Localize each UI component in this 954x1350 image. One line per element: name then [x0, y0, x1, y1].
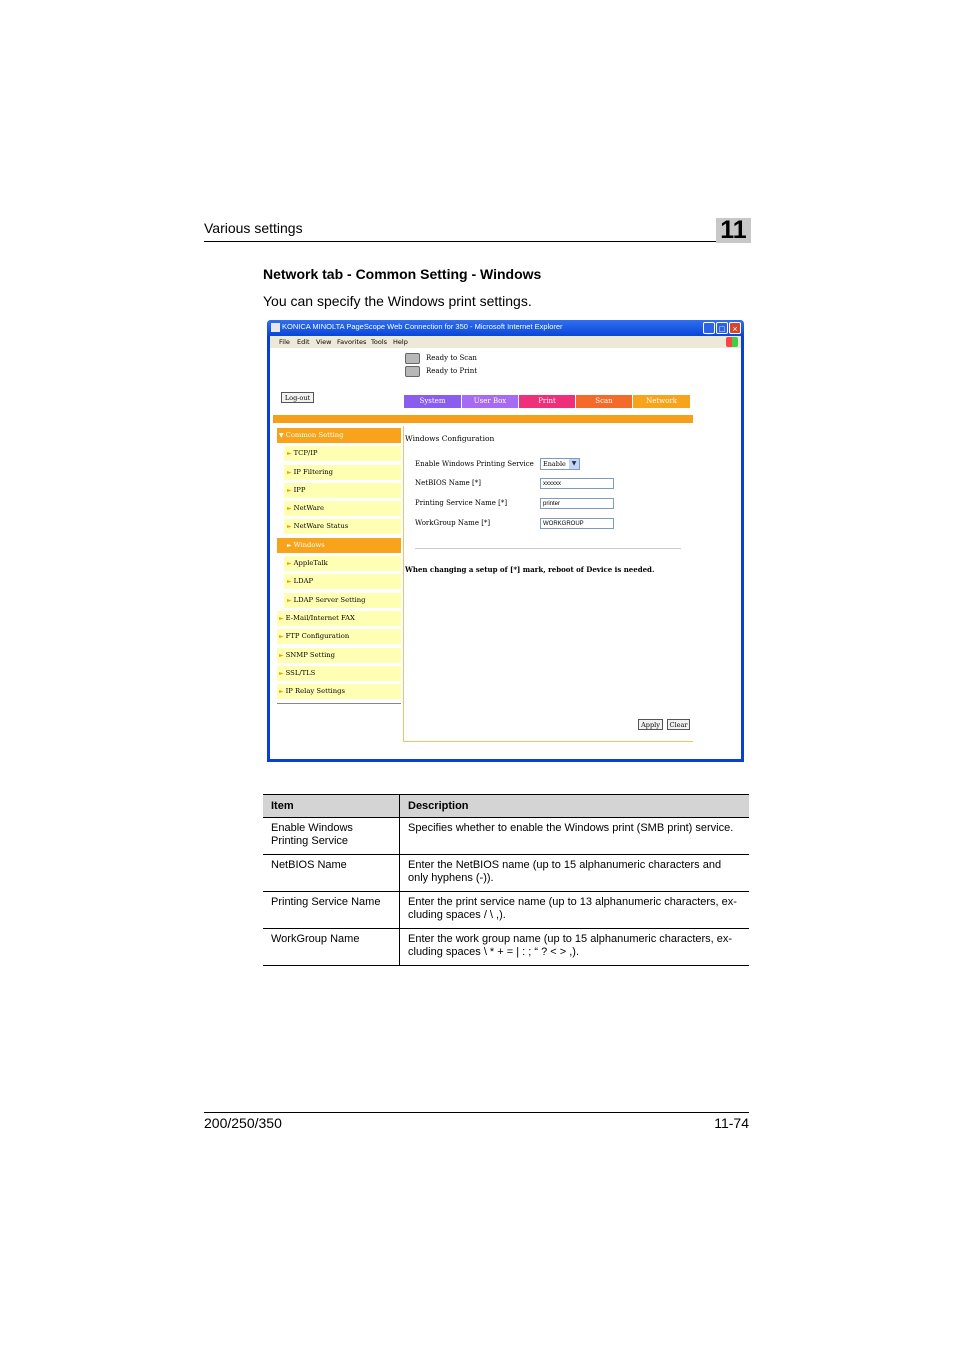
arrow-right-icon: ► [287, 450, 292, 457]
table-header-row [263, 795, 749, 818]
arrow-right-icon: ► [279, 652, 284, 659]
settings-table [263, 794, 749, 966]
arrow-right-icon: ► [279, 670, 284, 677]
field-label: Enable Windows Printing Service [415, 460, 534, 468]
column-header-item: Item [263, 795, 400, 818]
nav-label: NetWare [293, 504, 325, 512]
content-bottom-rule [403, 741, 693, 742]
nav-label: E-Mail/Internet FAX [285, 614, 355, 622]
nav-label: Windows [293, 541, 325, 549]
tab-network[interactable]: Network [633, 395, 690, 408]
table-row [263, 818, 749, 855]
footer-page-number: 11-74 [714, 1115, 749, 1131]
printer-icon [405, 366, 420, 377]
table-row [263, 892, 749, 929]
arrow-right-icon: ► [287, 578, 292, 585]
arrow-right-icon: ► [287, 505, 292, 512]
arrow-right-icon: ► [287, 597, 292, 604]
nav-ldap-server-setting[interactable] [284, 593, 401, 608]
field-label: WorkGroup Name [*] [415, 519, 491, 527]
page-content [270, 348, 741, 759]
arrow-right-icon: ► [287, 523, 292, 530]
field-label: Printing Service Name [*] [415, 499, 508, 507]
section-title: Network tab - Common Setting - Windows [263, 266, 542, 282]
menu-help[interactable]: Help [393, 338, 408, 346]
nav-tcpip[interactable] [284, 446, 401, 461]
nav-bottom-rule [277, 703, 401, 704]
printing-service-name-input[interactable]: printer [540, 498, 614, 509]
nav-netware[interactable] [284, 501, 401, 516]
nav-snmp-setting[interactable] [277, 648, 401, 663]
item-cell: NetBIOS Name [263, 855, 400, 892]
nav-windows[interactable] [277, 538, 401, 553]
select-value: Enable [543, 460, 566, 468]
column-header-description: Description [400, 795, 750, 818]
field-label: NetBIOS Name [*] [415, 479, 482, 487]
tab-user-box[interactable]: User Box [462, 395, 518, 408]
arrow-right-icon: ► [287, 487, 292, 494]
description-cell: Enter the print service name (up to 13 alphanumeric characters, ex-cluding spaces / \ ,). [400, 892, 750, 929]
nav-ip-filtering[interactable] [284, 465, 401, 480]
scanner-icon [405, 353, 420, 364]
nav-label: SSL/TLS [285, 669, 316, 677]
menu-file[interactable]: File [279, 338, 290, 346]
nav-label: IPP [293, 486, 306, 494]
nav-label: IP Filtering [293, 468, 334, 476]
nav-divider [403, 426, 404, 742]
menu-favorites[interactable]: Favorites [337, 338, 367, 346]
status-scan: Ready to Scan [426, 354, 477, 362]
item-cell: Printing Service Name [263, 892, 400, 929]
ie-icon [271, 323, 280, 332]
tab-system[interactable]: System [404, 395, 461, 408]
arrow-right-icon: ► [287, 469, 292, 476]
maximize-icon[interactable]: □ [716, 322, 728, 334]
windows-logo-icon [726, 337, 738, 347]
footer-rule [204, 1112, 749, 1113]
close-icon[interactable]: × [729, 322, 741, 334]
apply-button[interactable]: Apply [638, 719, 663, 730]
table-row [263, 855, 749, 892]
nav-ldap[interactable] [284, 574, 401, 589]
table-row [263, 929, 749, 966]
description-cell: Enter the NetBIOS name (up to 15 alphanumeric characters and only hyphens (-)). [400, 855, 750, 892]
form-heading: Windows Configuration [405, 434, 495, 443]
nav-label: TCP/IP [293, 449, 318, 457]
description-cell: Enter the work group name (up to 15 alphanumeric characters, ex-cluding spaces \ * + = | : ; “ ? < > ,). [400, 929, 750, 966]
description-cell: Specifies whether to enable the Windows print (SMB print) service. [400, 818, 750, 855]
netbios-name-input[interactable]: xxxxxx [540, 478, 614, 489]
nav-ip-relay-settings[interactable] [277, 684, 401, 699]
intro-text: You can specify the Windows print settings. [263, 293, 532, 309]
nav-appletalk[interactable] [284, 556, 401, 571]
arrow-right-icon: ► [287, 560, 292, 567]
minimize-icon[interactable]: _ [703, 322, 715, 334]
nav-label: NetWare Status [293, 522, 349, 530]
nav-ssl-tls[interactable] [277, 666, 401, 681]
chevron-down-icon: ▼ [569, 459, 579, 469]
window-title: KONICA MINOLTA PageScope Web Connection for 350 - Microsoft Internet Explorer [282, 322, 563, 331]
chapter-number: 11 [716, 218, 751, 243]
arrow-right-icon: ► [279, 688, 284, 695]
nav-label: Common Setting [285, 431, 344, 439]
arrow-right-icon: ► [279, 615, 284, 622]
nav-label: LDAP [293, 577, 314, 585]
status-print: Ready to Print [426, 367, 478, 375]
arrow-right-icon: ► [279, 633, 284, 640]
title-bar [267, 320, 744, 336]
menu-tools[interactable]: Tools [371, 338, 388, 346]
tab-underline-band [273, 415, 693, 423]
header-rule [204, 241, 716, 242]
nav-label: SNMP Setting [285, 651, 335, 659]
item-cell: Enable Windows Printing Service [263, 818, 400, 855]
menu-view[interactable]: View [316, 338, 332, 346]
menu-edit[interactable]: Edit [297, 338, 310, 346]
nav-label: IP Relay Settings [285, 687, 345, 695]
nav-ftp-configuration[interactable] [277, 629, 401, 644]
enable-windows-printing-select[interactable] [540, 458, 580, 470]
running-header: Various settings [204, 220, 303, 236]
nav-ipp[interactable] [284, 483, 401, 498]
workgroup-name-input[interactable]: WORKGROUP [540, 518, 614, 529]
nav-email-internet-fax[interactable] [277, 611, 401, 626]
arrow-right-icon: ► [287, 542, 292, 549]
nav-label: LDAP Server Setting [293, 596, 366, 604]
reboot-note: When changing a setup of [*] mark, reboot of Device is needed. [405, 565, 655, 574]
nav-netware-status[interactable] [284, 519, 401, 534]
item-cell: WorkGroup Name [263, 929, 400, 966]
logout-button[interactable]: Log-out [281, 392, 314, 403]
chevron-down-icon: ▼ [279, 432, 284, 439]
nav-common-setting[interactable] [277, 428, 401, 443]
tab-scan[interactable]: Scan [576, 395, 632, 408]
browser-window-screenshot [267, 320, 744, 762]
form-separator [415, 548, 681, 549]
nav-label: FTP Configuration [285, 632, 350, 640]
footer-model: 200/250/350 [204, 1115, 282, 1131]
nav-label: AppleTalk [293, 559, 328, 567]
tab-print[interactable]: Print [519, 395, 575, 408]
clear-button[interactable]: Clear [667, 719, 690, 730]
menu-bar [270, 336, 741, 348]
